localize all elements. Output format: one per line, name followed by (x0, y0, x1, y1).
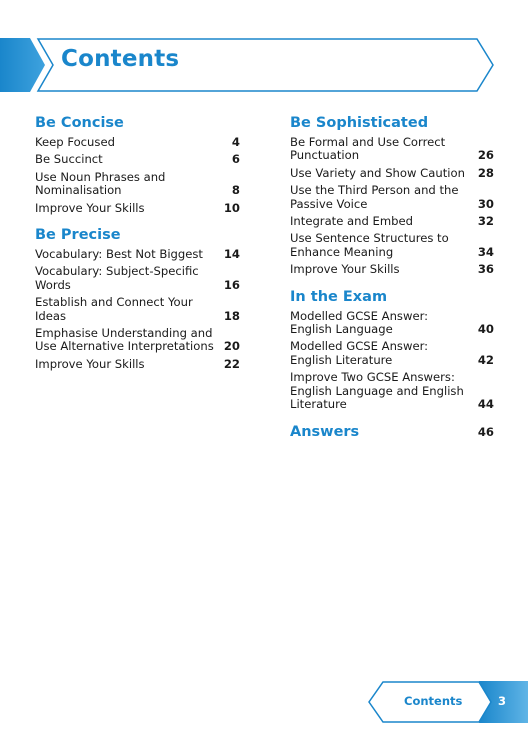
toc-entry[interactable] (290, 371, 494, 411)
toc-entry[interactable] (35, 265, 240, 292)
toc-entry[interactable] (290, 310, 494, 337)
section-title: Be Concise (35, 115, 124, 131)
entry-page-number: 46 (477, 424, 494, 439)
section-be-concise (35, 113, 240, 215)
toc-entry[interactable] (290, 263, 494, 276)
section-title: Be Precise (35, 227, 121, 244)
entry-label: Be Succinct (35, 152, 103, 167)
entry-label: Improve Your Skills (290, 262, 400, 277)
answers-entry[interactable] (290, 422, 494, 442)
entry-label: Use Variety and Show Caution (290, 165, 465, 180)
entry-page-number: 28 (477, 165, 494, 180)
entry-label: Be Formal and Use Correct Punctuation (290, 135, 446, 163)
page-number: 3 (498, 694, 507, 708)
entry-label: Use Sentence Structures to Enhance Meaning (290, 231, 449, 259)
entry-page-number: 20 (223, 339, 240, 354)
entry-label: Vocabulary: Subject-Specific Words (35, 264, 199, 292)
toc-entry[interactable] (35, 202, 240, 215)
right-column (290, 113, 494, 442)
toc-entry[interactable] (290, 340, 494, 367)
entry-page-number: 14 (223, 247, 240, 262)
entry-page-number: 6 (231, 152, 240, 167)
toc-entry[interactable] (35, 327, 240, 354)
section-title: In the Exam (290, 288, 388, 305)
entry-label: Vocabulary: Best Not Biggest (35, 247, 203, 262)
left-column (35, 113, 240, 381)
footer-tab (367, 681, 528, 723)
entry-label: Use the Third Person and the Passive Voice (290, 183, 459, 211)
section-in-the-exam (290, 287, 494, 412)
entry-label: Keep Focused (35, 135, 115, 149)
entry-label: Integrate and Embed (290, 214, 414, 229)
toc-entry[interactable] (290, 167, 494, 180)
entry-page-number: 8 (231, 183, 240, 198)
footer-label: Contents (404, 694, 463, 708)
entry-label: Establish and Connect Your Ideas (35, 295, 193, 323)
entry-page-number: 44 (477, 397, 494, 412)
toc-entry[interactable] (35, 248, 240, 261)
entry-page-number: 42 (477, 352, 494, 367)
entry-page-number: 32 (477, 214, 494, 229)
section-be-sophisticated (290, 113, 494, 277)
entry-page-number: 22 (223, 356, 240, 371)
toc-entry[interactable] (35, 171, 240, 198)
entry-page-number: 26 (477, 148, 494, 163)
section-title: Be Sophisticated (290, 115, 429, 131)
entry-page-number: 40 (477, 322, 494, 337)
toc-entry[interactable] (35, 358, 240, 371)
entry-page-number: 30 (477, 196, 494, 211)
toc-entry[interactable] (35, 296, 240, 323)
entry-page-number: 18 (223, 308, 240, 323)
entry-page-number: 4 (231, 135, 240, 149)
entry-label: Use Noun Phrases and Nominalisation (35, 169, 166, 198)
entry-label: Improve Your Skills (35, 200, 145, 215)
entry-page-number: 36 (477, 262, 494, 277)
toc-entry[interactable] (290, 184, 494, 211)
toc-entry[interactable] (35, 153, 240, 166)
section-title-answers: Answers (290, 423, 360, 440)
section-be-precise (35, 225, 240, 371)
page-title: Contents (61, 46, 180, 72)
toc-entry[interactable] (290, 232, 494, 259)
entry-label: Improve Two GCSE Answers: English Language and English Literature (290, 370, 464, 412)
entry-page-number: 34 (477, 244, 494, 259)
toc-entry[interactable] (35, 136, 240, 149)
toc-entry[interactable] (290, 136, 494, 163)
entry-label: Improve Your Skills (35, 356, 145, 371)
entry-page-number: 16 (223, 277, 240, 292)
toc-entry[interactable] (290, 215, 494, 228)
contents-header (0, 38, 495, 92)
entry-label: Emphasise Understanding and Use Alternative Interpretations (35, 326, 214, 354)
entry-page-number: 10 (223, 200, 240, 215)
entry-label: Modelled GCSE Answer: English Literature (290, 339, 429, 367)
entry-label: Modelled GCSE Answer: English Language (290, 308, 429, 337)
